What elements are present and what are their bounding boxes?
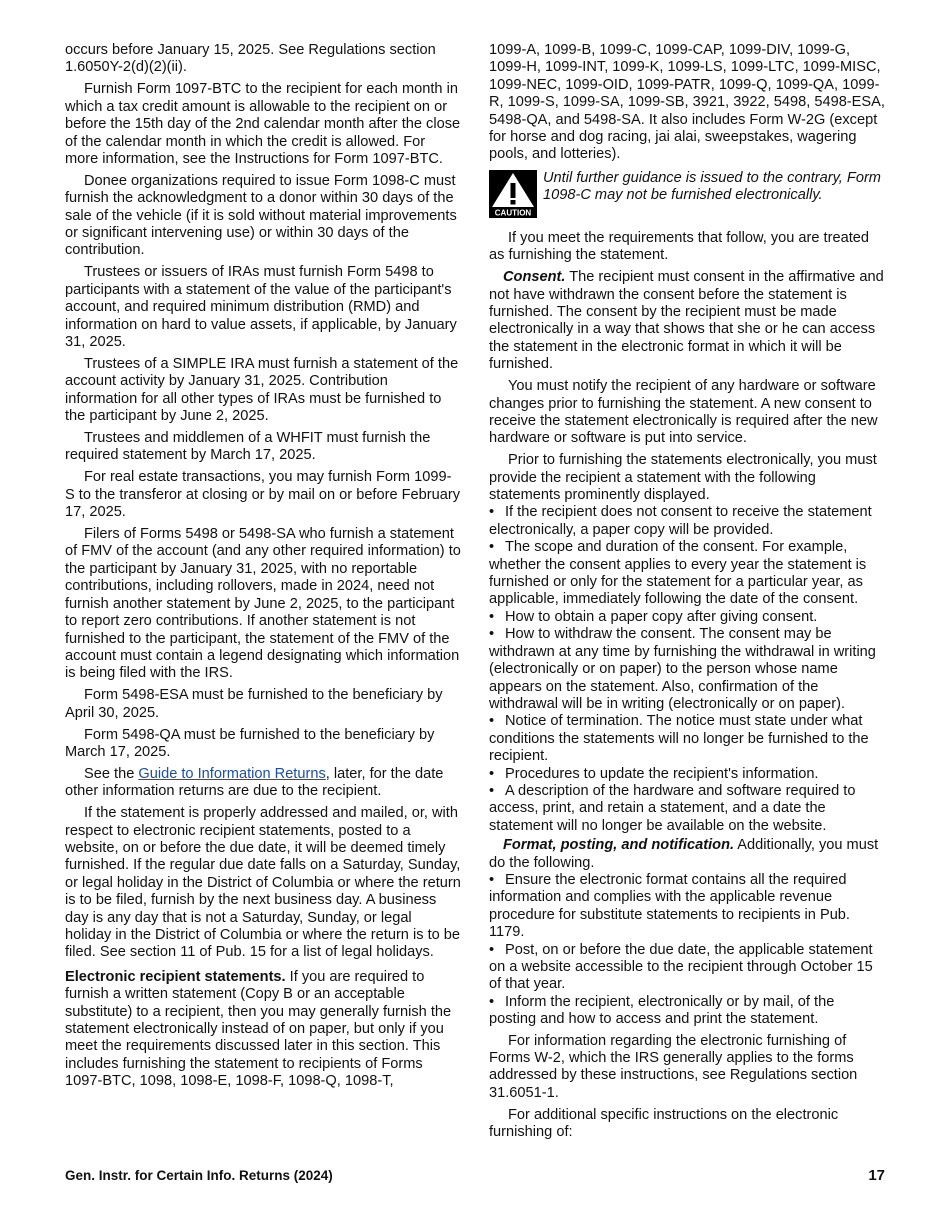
paragraph: 1099-A, 1099-B, 1099-C, 1099-CAP, 1099-DIV, 1099-G, 1099-H, 1099-INT, 1099-K, 1099-LS, 1099-LTC, 1099-MISC, 1099-NEC, 1099-OID, 1099-PATR, 1099-Q, 1099-QA, 1099-R, 1099-S, 1099-SA, 1099-SB, 3921, 3922, 5498, 5498-ESA, 5498-QA, and 5498-SA. It also includes Form W-2G (except for horse and dog racing, jai alai, sweepstakes, wagering pools, and lotteries). xyxy=(489,42,885,163)
paragraph xyxy=(65,969,461,1091)
bullet-list xyxy=(489,872,885,1029)
caution-icon xyxy=(489,170,537,218)
bullet-list xyxy=(489,504,885,835)
caution-box xyxy=(489,170,885,218)
paragraph: Trustees of a SIMPLE IRA must furnish a statement of the account activity by January 31, 2025. Contribution information for all other types of IRAs must be furnished to the participant by June 2, 2025. xyxy=(65,355,459,425)
paragraph: If you meet the requirements that follow, you are treated as furnishing the statement. xyxy=(489,229,869,264)
list-item: • How to withdraw the consent. The consent may be withdrawn at any time by furnishing the withdrawal in writing (electronically or on paper) to the person whose name appears on the statement. Also, confirmation of the withdrawal will be in writing (electronically or on paper). xyxy=(489,626,876,712)
paragraph-text: Additionally, you must do the following. xyxy=(489,837,879,871)
caution-text: Until further guidance is issued to the contrary, Form 1098-C may not be furnished electronically. xyxy=(543,169,881,204)
paragraph-text: See the xyxy=(84,765,139,782)
list-item: • The scope and duration of the consent. For example, whether the consent applies to every year the statement is furnished or only for the statement for a particular year, as applicable, immediately following the date of the consent. xyxy=(489,539,867,608)
left-column xyxy=(65,42,461,1095)
paragraph-text: The recipient must consent in the affirmative and not have withdrawn the consent before the statement is furnished. The consent by the recipient must be made electronically in a way that shows that she or he can access the statement in the electronic format in which it will be furnished. xyxy=(489,269,884,373)
paragraph: Form 5498-QA must be furnished to the beneficiary by March 17, 2025. xyxy=(65,726,435,760)
right-column xyxy=(489,42,885,1146)
paragraph xyxy=(65,766,461,801)
caution-label: CAUTION xyxy=(494,208,532,218)
list-item: • How to obtain a paper copy after giving consent. xyxy=(489,608,818,625)
list-item: • Procedures to update the recipient's information. xyxy=(489,765,819,782)
subsection-heading: Format, posting, and notification. xyxy=(503,837,735,854)
paragraph xyxy=(489,837,885,872)
list-item: • A description of the hardware and software required to access, print, and retain a statement, and a date the statement will no longer be available on the website. xyxy=(489,782,856,834)
subsection-heading: Consent. xyxy=(503,269,566,286)
paragraph: Filers of Forms 5498 or 5498-SA who furnish a statement of FMV of the account (and any other required information) to the participant by January 31, 2025, with no reportable contributions, including rollovers, made in 2024, need not furnish another statement by June 2, 2025, to the participant to report zero contributions. If another statement is not furnished to the participant, the statement of the FMV of the account must contain a legend designating which information is being filed with the IRS. xyxy=(65,526,461,682)
paragraph-text: If you are required to furnish a written statement (Copy B or an acceptable substitute) to a recipient, then you may generally furnish the statement electronically instead of on paper, but only if you meet the requirements discussed later in this section. This includes furnishing the statement to recipients of Forms 1097-BTC, 1098, 1098-E, 1098-F, 1098-Q, 1098-T, xyxy=(65,968,452,1090)
list-item: • Post, on or before the due date, the applicable statement on a website accessible to the recipient through October 15 of that year. xyxy=(489,941,873,993)
paragraph: Trustees or issuers of IRAs must furnish Form 5498 to participants with a statement of the value of the participant's account, and required minimum distribution (RMD) and information on hard to value assets, if applicable, by January 31, 2025. xyxy=(65,264,457,350)
footer-title: Gen. Instr. for Certain Info. Returns (2024) xyxy=(65,1168,333,1183)
paragraph: For real estate transactions, you may furnish Form 1099-S to the transferor at closing or by mail on or before February 17, 2025. xyxy=(65,469,461,521)
paragraph: Furnish Form 1097-BTC to the recipient for each month in which a tax credit amount is allowable to the recipient on or before the 15th day of the 2nd calendar month after the close of the calendar month in which the credit is allowed. For more information, see the Instructions for Form 1097-BTC. xyxy=(65,81,461,167)
paragraph: Prior to furnishing the statements electronically, you must provide the recipient a statement with the following statements prominently displayed. xyxy=(489,452,877,504)
list-item: • If the recipient does not consent to receive the statement electronically, a paper copy will be provided. xyxy=(489,504,872,538)
paragraph: Donee organizations required to issue Form 1098-C must furnish the acknowledgment to a donor within 30 days of the sale of the vehicle (if it is sold without material improvements or significant intervening use) or within 30 days of the contribution. xyxy=(65,172,457,259)
paragraph: You must notify the recipient of any hardware or software changes prior to furnishing the statement. A new consent to receive the statement electronically is required after the new hardware or software is put into service. xyxy=(489,378,878,447)
list-item: • Ensure the electronic format contains all the required information and complies with the applicable revenue procedure for substitute statements to recipients in Pub. 1179. xyxy=(489,871,850,941)
paragraph: For information regarding the electronic furnishing of Forms W-2, which the IRS generally applies to the forms addressed by these instructions, see Regulations section 31.6051-1. xyxy=(489,1032,858,1101)
page-number: 17 xyxy=(868,1167,885,1184)
section-heading: Electronic recipient statements. xyxy=(65,968,286,985)
paragraph: Trustees and middlemen of a WHFIT must furnish the required statement by March 17, 2025. xyxy=(65,430,431,464)
paragraph: occurs before January 15, 2025. See Regulations section 1.6050Y-2(d)(2)(ii). xyxy=(65,42,436,76)
guide-to-information-returns-link[interactable]: Guide to Information Returns xyxy=(138,765,326,782)
paragraph: If the statement is properly addressed and mailed, or, with respect to electronic recipient statements, posted to a website, on or before the due date, it will be deemed timely furnished. If the regular due date falls on a Saturday, Sunday, or legal holiday in the District of Columbia or where the return is to be filed, furnish by the next business day. A business day is any day that is not a Saturday, Sunday, or legal holiday in the District of Columbia or where the return is to be filed. See section 11 of Pub. 15 for a list of legal holidays. xyxy=(65,805,461,961)
list-item: • Inform the recipient, electronically or by mail, of the posting and how to access and print the statement. xyxy=(489,993,835,1028)
paragraph: Form 5498-ESA must be furnished to the beneficiary by April 30, 2025. xyxy=(65,687,443,721)
paragraph xyxy=(489,269,885,373)
list-item: • Notice of termination. The notice must state under what conditions the statements will no longer be furnished to the recipient. xyxy=(489,713,869,765)
paragraph-text: , later, for the date other information returns are due to the recipient. xyxy=(65,765,444,800)
paragraph: For additional specific instructions on the electronic furnishing of: xyxy=(489,1106,839,1141)
